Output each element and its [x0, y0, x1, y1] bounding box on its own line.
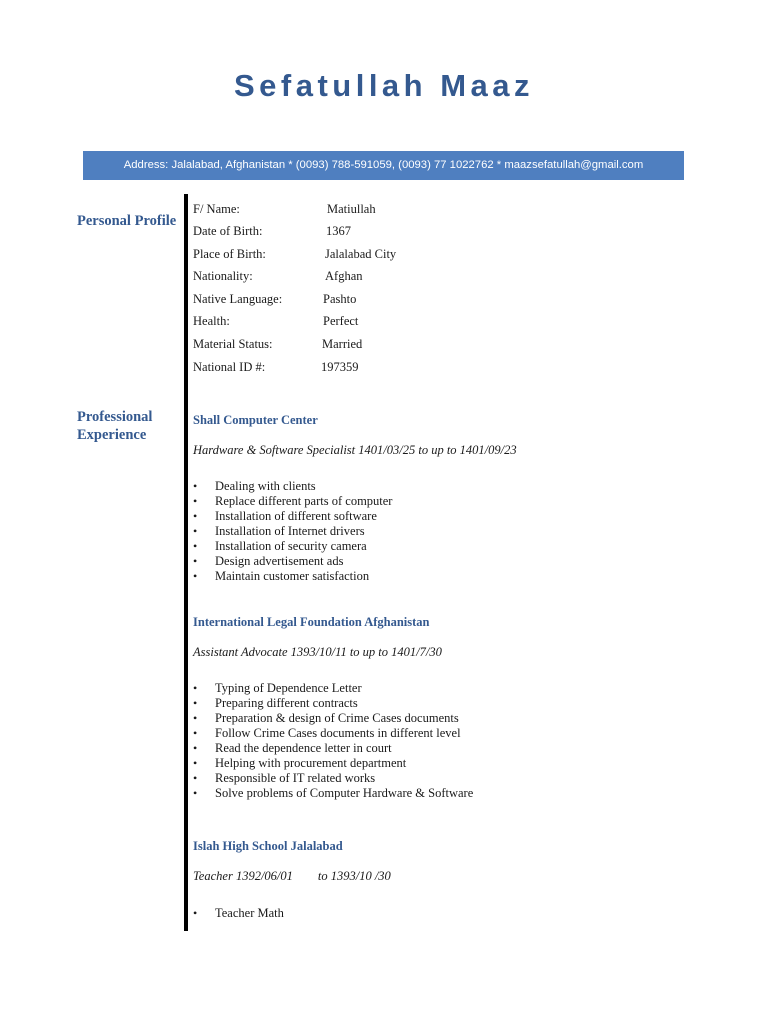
list-item: • Installation of Internet drivers: [193, 524, 392, 539]
duties-list: [193, 479, 392, 584]
profile-value: 197359: [321, 360, 359, 374]
candidate-name: Sefatullah Maaz: [233, 68, 535, 103]
list-item: • Helping with procurement department: [193, 756, 473, 771]
list-item: • Read the dependence letter in court: [193, 741, 473, 756]
profile-row-national-id: [193, 358, 359, 376]
profile-label: Date of Birth:: [193, 224, 263, 238]
profile-value: Afghan: [325, 269, 363, 283]
experience-organization: International Legal Foundation Afghanistan: [193, 615, 430, 629]
list-item: • Maintain customer satisfaction: [193, 569, 392, 584]
list-item: • Follow Crime Cases documents in different level: [193, 726, 473, 741]
list-item: • Preparation & design of Crime Cases documents: [193, 711, 473, 726]
experience-organization: Shall Computer Center: [193, 413, 318, 427]
profile-value: Pashto: [323, 292, 357, 306]
profile-label: F/ Name:: [193, 202, 240, 216]
profile-row-father-name: [193, 200, 376, 218]
list-item: • Dealing with clients: [193, 479, 392, 494]
profile-value: 1367: [326, 224, 351, 238]
profile-label: Material Status:: [193, 337, 273, 351]
profile-row-health: [193, 312, 359, 330]
list-item: • Teacher Math: [193, 906, 284, 921]
list-item: • Preparing different contracts: [193, 696, 473, 711]
section-title-personal-profile: Personal Profile: [77, 213, 177, 229]
profile-row-marital-status: [193, 335, 363, 353]
profile-label: Native Language:: [193, 292, 283, 306]
profile-row-native-language: [193, 290, 357, 308]
contact-info-bar: Address: Jalalabad, Afghanistan * (0093) 788-591059, (0093) 77 1022762 * maazsefatullah@gmail.com: [83, 151, 684, 180]
profile-row-place-of-birth: [193, 245, 397, 263]
profile-value: Jalalabad City: [325, 247, 397, 261]
profile-row-nationality: [193, 267, 363, 285]
profile-value: Matiullah: [327, 202, 376, 216]
list-item: • Installation of security camera: [193, 539, 392, 554]
list-item: • Responsible of IT related works: [193, 771, 473, 786]
profile-label: National ID #:: [193, 360, 266, 374]
experience-role: Teacher 1392/06/01 to 1393/10 /30: [193, 869, 391, 883]
section-divider-line: [184, 194, 188, 931]
list-item: • Typing of Dependence Letter: [193, 681, 473, 696]
profile-label: Health:: [193, 314, 230, 328]
experience-role: Assistant Advocate 1393/10/11 to up to 1401/7/30: [193, 645, 442, 659]
list-item: • Installation of different software: [193, 509, 392, 524]
experience-organization: Islah High School Jalalabad: [193, 839, 343, 853]
profile-row-date-of-birth: [193, 222, 351, 240]
profile-value: Perfect: [323, 314, 359, 328]
profile-label: Place of Birth:: [193, 247, 266, 261]
duties-list: [193, 906, 284, 921]
profile-value: Married: [322, 337, 363, 351]
profile-label: Nationality:: [193, 269, 253, 283]
list-item: • Solve problems of Computer Hardware & Software: [193, 786, 473, 801]
list-item: • Design advertisement ads: [193, 554, 392, 569]
experience-role: Hardware & Software Specialist 1401/03/25 to up to 1401/09/23: [193, 443, 517, 457]
list-item: • Replace different parts of computer: [193, 494, 392, 509]
duties-list: [193, 681, 473, 801]
section-title-professional-experience: Professional Experience: [77, 409, 153, 443]
